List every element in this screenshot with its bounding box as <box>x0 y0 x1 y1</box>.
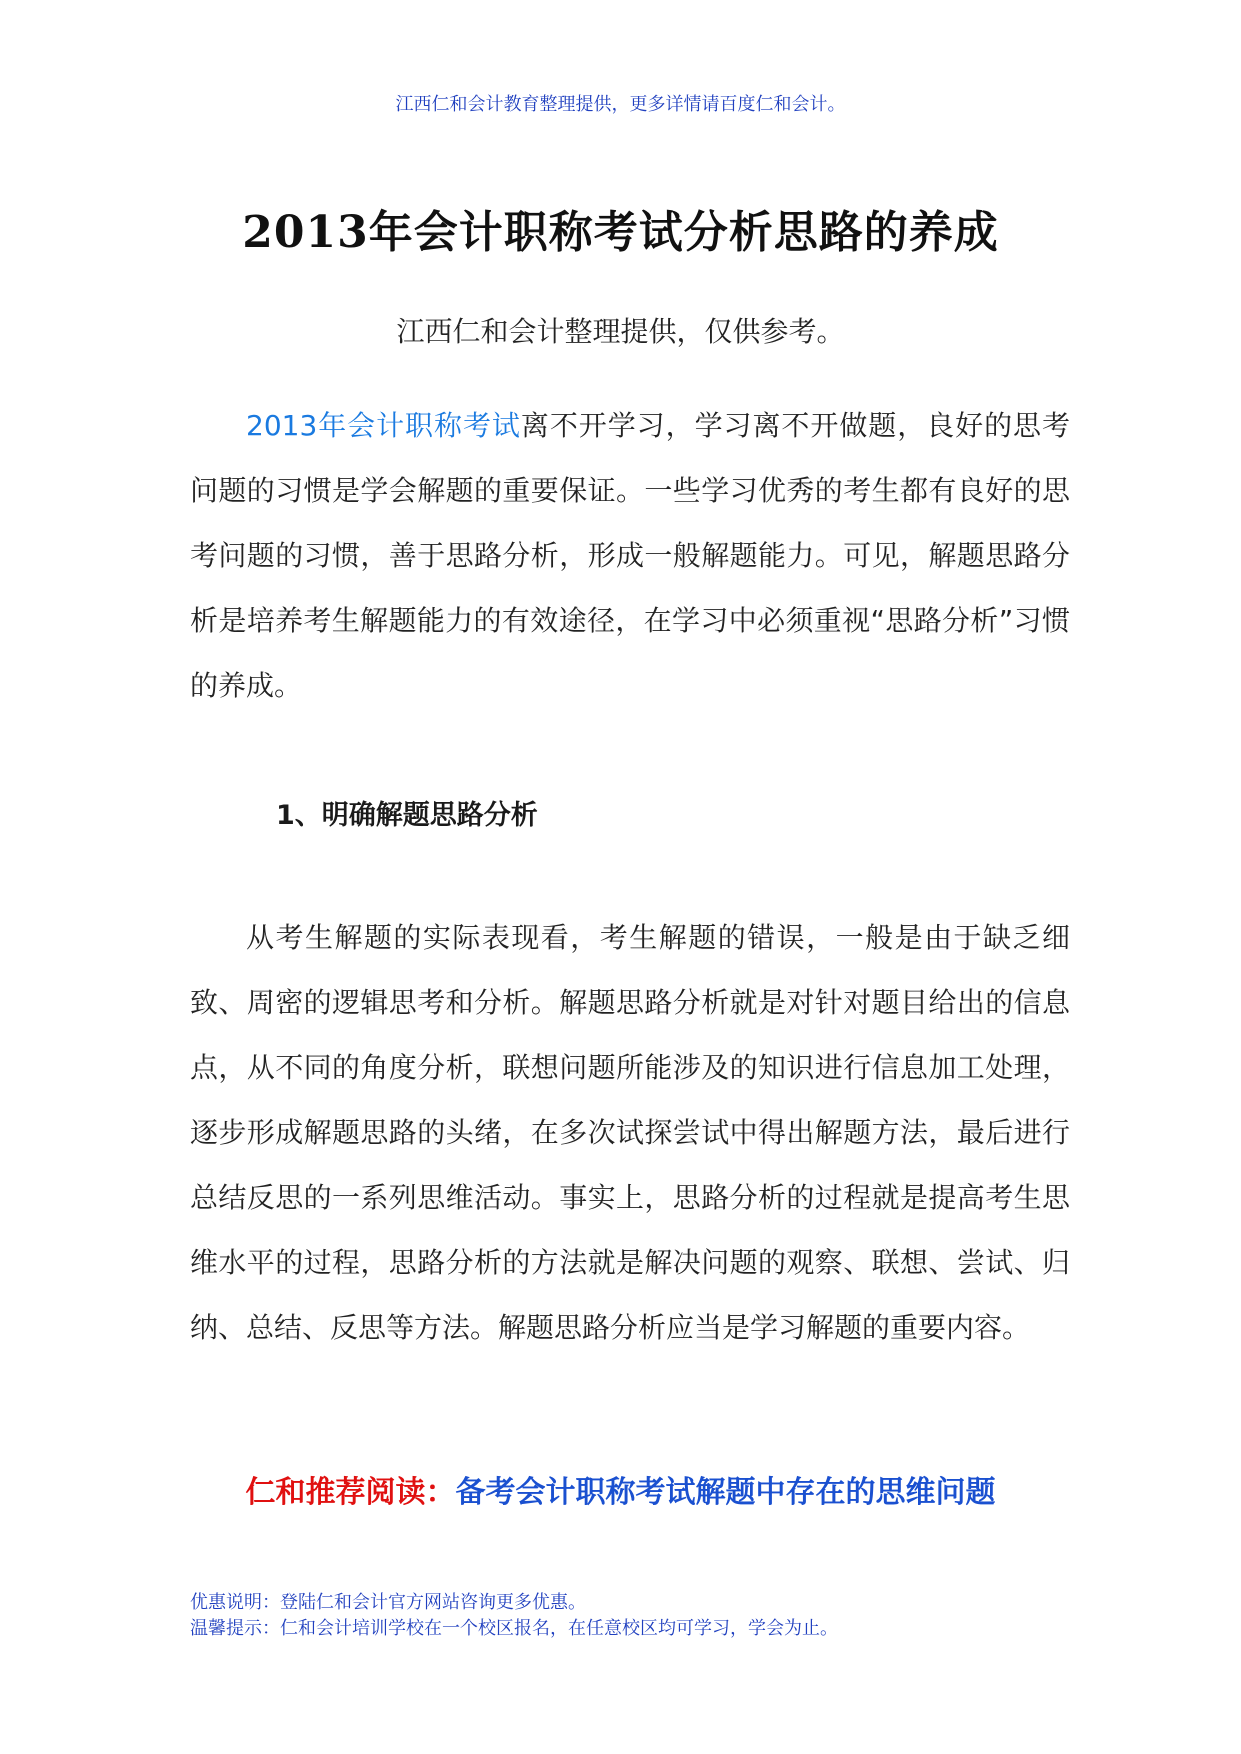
intro-paragraph <box>190 393 1070 718</box>
recommended-reading-label: 仁和推荐阅读： <box>245 1475 456 1510</box>
header-note: 江西仁和会计教育整理提供，更多详情请百度仁和会计。 <box>395 94 846 115</box>
recommended-reading-link[interactable]: 备考会计职称考试解题中存在的思维问题 <box>455 1475 996 1510</box>
footer-discount-note: 优惠说明：登陆仁和会计官方网站咨询更多优惠。 <box>190 1592 586 1613</box>
document-subtitle: 江西仁和会计整理提供，仅供参考。 <box>396 315 845 348</box>
intro-paragraph-text: 离不开学习，学习离不开做题，良好的思考问题的习惯是学会解题的重要保证。一些学习优秀的考生都有良好的思考问题的习惯，善于思路分析，形成一般解题能力。可见，解题思路分析是培养考生解题能力的有效途径，在学习中必须重视“思路分析”习惯的养成。 <box>190 409 1070 702</box>
recommended-reading <box>0 1467 1241 1511</box>
intro-exam-link[interactable]: 2013年会计职称考试 <box>246 409 521 442</box>
section-heading-1: 1、明确解题思路分析 <box>276 800 538 831</box>
document-title: 2013年会计职称考试分析思路的养成 <box>242 207 999 258</box>
footer-reminder-note: 温馨提示：仁和会计培训学校在一个校区报名，在任意校区均可学习，学会为止。 <box>190 1618 838 1639</box>
footer-notes <box>190 1590 838 1642</box>
section-1-body: 从考生解题的实际表现看，考生解题的错误，一般是由于缺乏细致、周密的逻辑思考和分析。解题思路分析就是对针对题目给出的信息点，从不同的角度分析，联想问题所能涉及的知识进行信息加工处理，逐步形成解题思路的头绪，在多次试探尝试中得出解题方法，最后进行总结反思的一系列思维活动。事实上，思路分析的过程就是提高考生思维水平的过程，思路分析的方法就是解决问题的观察、联想、尝试、归纳、总结、反思等方法。解题思路分析应当是学习解题的重要内容。 <box>190 921 1070 1344</box>
